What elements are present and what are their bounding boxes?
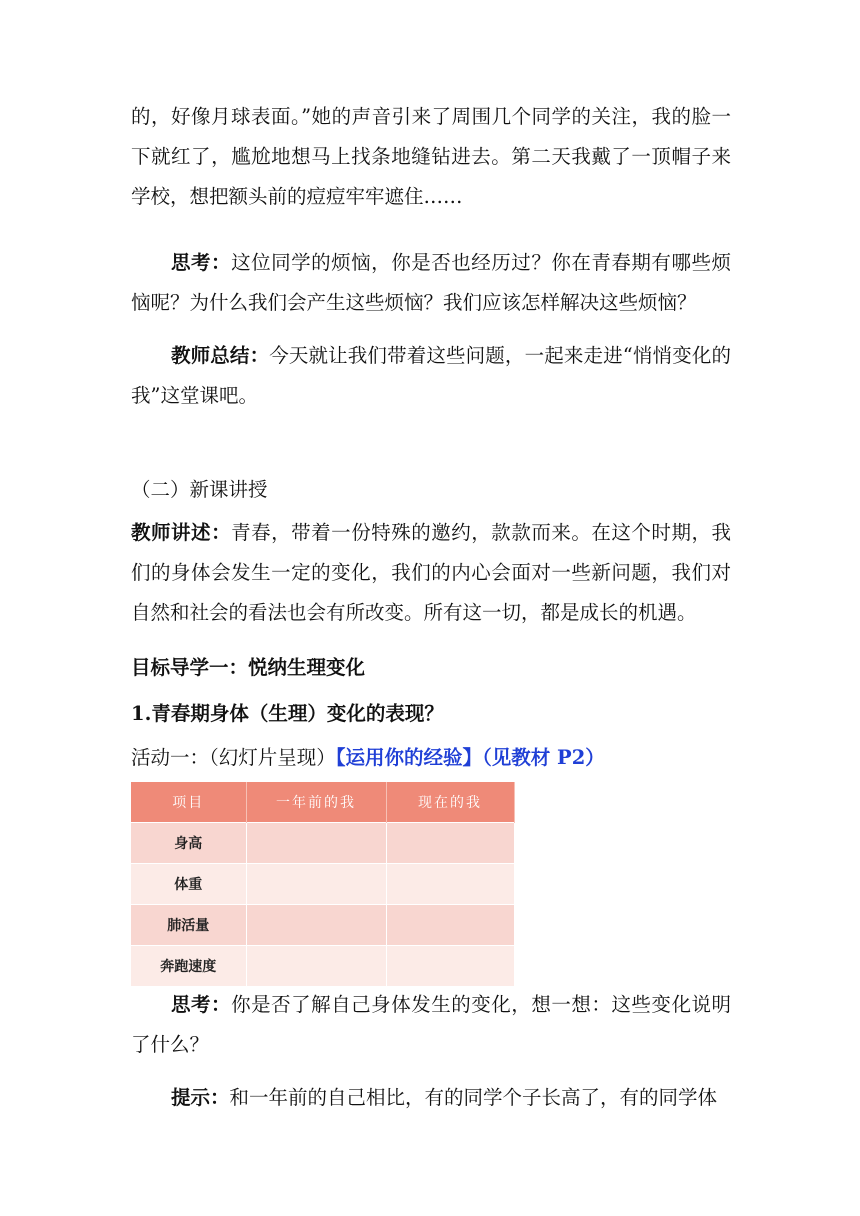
table-cell bbox=[386, 946, 514, 987]
hint-paragraph bbox=[131, 1078, 731, 1118]
table-header: 一年前的我 bbox=[246, 782, 386, 823]
table-row bbox=[131, 946, 514, 987]
story-text: 的，好像月球表面。”她的声音引来了周围几个同学的关注，我的脸一下就红了，尴尬地想马上找条地缝钻进去。第二天我戴了一顶帽子来学校，想把额头前的痘痘牢牢遮住…… bbox=[131, 105, 731, 208]
lecture-label: 教师讲述： bbox=[131, 521, 232, 544]
table-row bbox=[131, 905, 514, 946]
activity-highlight: 【运用你的经验】（见教材 P2） bbox=[335, 746, 605, 769]
table-cell bbox=[246, 905, 386, 946]
activity-line bbox=[131, 738, 731, 778]
table-cell bbox=[386, 864, 514, 905]
think2-paragraph bbox=[131, 985, 731, 1065]
think2-text: 你是否了解自己身体发生的变化，想一想：这些变化说明了什么？ bbox=[131, 993, 731, 1056]
table-cell bbox=[386, 905, 514, 946]
think-label: 思考： bbox=[171, 251, 232, 274]
table-cell: 体重 bbox=[131, 864, 246, 905]
hint-label: 提示： bbox=[171, 1086, 230, 1109]
hint-text: 和一年前的自己相比，有的同学个子长高了，有的同学体 bbox=[229, 1086, 718, 1109]
table-cell bbox=[246, 864, 386, 905]
table-cell: 奔跑速度 bbox=[131, 946, 246, 987]
question-heading: 1.青春期身体（生理）变化的表现？ bbox=[131, 702, 444, 725]
comparison-table bbox=[131, 782, 515, 986]
table-cell bbox=[386, 823, 514, 864]
goal-heading: 目标导学一：悦纳生理变化 bbox=[131, 656, 366, 679]
lecture-text: 青春，带着一份特殊的邀约，款款而来。在这个时期，我们的身体会发生一定的变化，我们的内心会面对一些新问题，我们对自然和社会的看法也会有所改变。所有这一切，都是成长的机遇。 bbox=[131, 521, 731, 624]
table-header-row bbox=[131, 782, 514, 823]
summary-text: 今天就让我们带着这些问题，一起来走进“悄悄变化的我”这堂课吧。 bbox=[131, 344, 731, 407]
table-row bbox=[131, 823, 514, 864]
table-cell bbox=[246, 823, 386, 864]
lecture-paragraph bbox=[131, 513, 731, 633]
summary-label: 教师总结： bbox=[171, 344, 270, 367]
story-paragraph bbox=[131, 97, 731, 217]
table-cell: 身高 bbox=[131, 823, 246, 864]
table-row bbox=[131, 864, 514, 905]
think-text: 这位同学的烦恼，你是否也经历过？你在青春期有哪些烦恼呢？为什么我们会产生这些烦恼？我们应该怎样解决这些烦恼？ bbox=[131, 251, 731, 314]
section-heading: （二）新课讲授 bbox=[131, 478, 268, 501]
table-cell: 肺活量 bbox=[131, 905, 246, 946]
table-cell bbox=[246, 946, 386, 987]
table-header: 项目 bbox=[131, 782, 246, 823]
think2-label: 思考： bbox=[171, 993, 232, 1016]
activity-prefix: 活动一：（幻灯片呈现） bbox=[131, 746, 336, 769]
summary-paragraph bbox=[131, 336, 731, 416]
table-header: 现在的我 bbox=[386, 782, 514, 823]
think-paragraph bbox=[131, 243, 731, 323]
